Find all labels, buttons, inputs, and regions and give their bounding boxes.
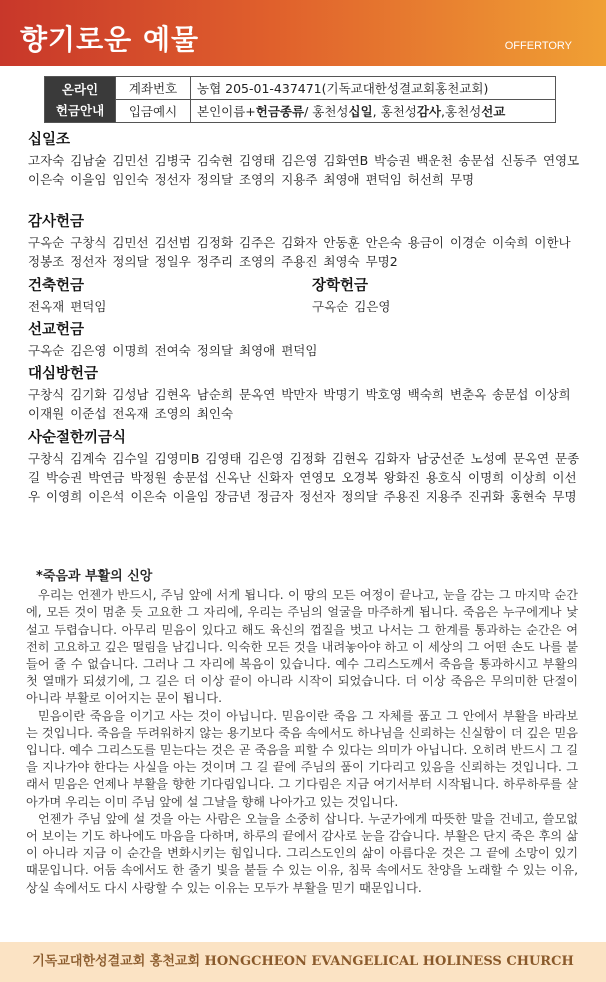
page-header [0,0,606,66]
section-title: 대심방헌금 [28,366,99,382]
donor-list: 구창식 김기화 김성남 김현옥 남순희 문옥연 박만자 박명기 박호영 백숙희 변춘옥 송문섭 이상희 이재원 이준섭 전옥재 조영의 최인숙 [28,387,571,421]
section-building [28,274,298,316]
article-paragraph: 우리는 언젠가 반드시, 주님 앞에 서게 됩니다. 이 땅의 모든 여정이 끝나고, 눈을 감는 그 마지막 순간에, 모든 것이 멈춘 듯 고요한 그 자리에, 우리는 주님의 얼굴을 마주하게 됩니다. 죽음은 누구에게나 낯설고 두렵습니다. 아무리 믿음이 있다고 해도 육신의 껍질을 벗고 나서는 그 한계를 통과하는 순간은 여전히 고요하고 깊은 떨림을 남깁니다. 익숙한 모든 것을 내려놓아야 하고 이 세상의 그 어떤 손도 나를 붙들어 줄 수 없습니다. 그러나 그 자리에 복음이 있습니다. 예수 그리스도께서 죽음을 통과하시고 부활의 첫 열매가 되셨기에, 그 길은 더 이상 끝이 아니라 시작이 되었습니다. 더 이상 죽음은 무의미한 단절이 아니라 부활로 이어지는 문이 됩니다. [26,588,578,706]
label-line-1: 온라인 [61,81,99,97]
page-footer [0,942,606,982]
article-title: *죽음과 부활의 신앙 [36,569,153,584]
section-title: 장학헌금 [312,278,369,294]
church-name: 기독교대한성결교회 홍천교회 HONGCHEON EVANGELICAL HOLINESS CHURCH [32,954,574,969]
donor-list: 고자숙 김남술 김민선 김병국 김숙현 김영태 김은영 김화연B 박승권 백운천 송문섭 신동주 연영모 이은숙 이을임 임인숙 정선자 정의달 조영의 지용주 최영애 편덕임 허선희 무명 [28,153,580,187]
section-title: 사순절한끼금식 [28,430,127,446]
online-offering-info-table [44,76,556,123]
section-title: 건축헌금 [28,278,85,294]
article [26,568,578,897]
section-meal [28,426,588,506]
section-title: 감사헌금 [28,214,85,230]
section-title: 십일조 [28,132,71,148]
section-tithe [28,128,588,189]
section-mission [28,318,588,360]
donor-list: 구옥순 구창식 김민선 김선범 김정화 김주은 김화자 안동훈 안은숙 용금이 이경순 이숙희 이한나 정봉조 정선자 정의달 정일우 정주리 조영의 주용진 최영숙 무명2 [28,235,571,269]
label-line-2: 헌금안내 [55,102,105,118]
donor-list: 구창식 김계숙 김수일 김영미B 김영태 김은영 김정화 김현옥 김화자 남궁선준 노성예 문옥연 문종길 박승권 박연금 박정원 송문섭 신옥난 신화자 연영모 오경복 왕화진 용호식 이명희 이상희 이선우 이영희 이은석 이은숙 이을임 장금년 정금자 정선자 정의달 주용진 지용주 진귀화 홍현숙 무명 [28,451,580,504]
article-paragraph: 믿음이란 죽음을 이기고 사는 것이 아닙니다. 믿음이란 죽음 그 자체를 품고 그 안에서 부활을 바라보는 것입니다. 죽음을 두려워하지 않는 용기보다 죽음 속에서도 하나님을 신뢰하는 신실함이 더 깊은 믿음입니다. 예수 그리스도를 믿는다는 것은 곧 죽음을 피할 수 있다는 의미가 아닙니다. 오히려 반드시 그 길을 지나가야 한다는 사실을 아는 것이며 그 길 끝에 주님의 품이 기다리고 있음을 신뢰하는 것입니다. 그래서 믿음은 언제나 부활을 향한 기다림입니다. 그 기다림은 지금 여기서부터 시작됩니다. 하루하루를 살아가며 우리는 이미 주님 앞에 설 그날을 향해 나아가고 있는 것입니다. [26,708,578,809]
section-scholarship [312,274,582,316]
online-offering-label [45,77,116,123]
page-subtitle: OFFERTORY [504,40,572,52]
page-title: 향기로운 예물 [20,23,200,56]
article-paragraph: 언젠가 주님 앞에 설 것을 아는 사람은 오늘을 소중히 삽니다. 누군가에게 따뜻한 말을 건네고, 쓸모없어 보이는 기도 하나에도 마음을 다하며, 하루의 끝에서 감사로 눈을 감습니다. 부활은 단지 죽은 후의 삶이 아니라 지금 이 순간을 변화시키는 힘입니다. 그리스도인의 삶이 아름다운 것은 그 끝에 소망이 있기 때문입니다. 어둠 속에서도 한 줄기 빛을 붙들 수 있는 이유, 침묵 속에서도 찬양을 노래할 수 있는 이유, 상실 속에서도 다시 사랑할 수 있는 이유는 모두가 부활을 믿기 때문입니다. [26,811,578,895]
donor-list: 전옥재 편덕임 [28,299,107,314]
deposit-example-key: 입금예시 [116,100,191,123]
section-visitation [28,362,588,423]
donor-list: 구옥순 김은영 [312,299,391,314]
account-number-value: 농협 205-01-437471(기독교대한성결교회홍천교회) [191,77,556,100]
deposit-example-value: 본인이름+헌금종류/ 홍천성십일, 홍천성감사,홍천성선교 [191,100,556,123]
section-title: 선교헌금 [28,322,85,338]
section-thanks [28,210,588,271]
account-number-key: 계좌번호 [116,77,191,100]
donor-list: 구옥순 김은영 이명희 전여숙 정의달 최영애 편덕임 [28,343,318,358]
